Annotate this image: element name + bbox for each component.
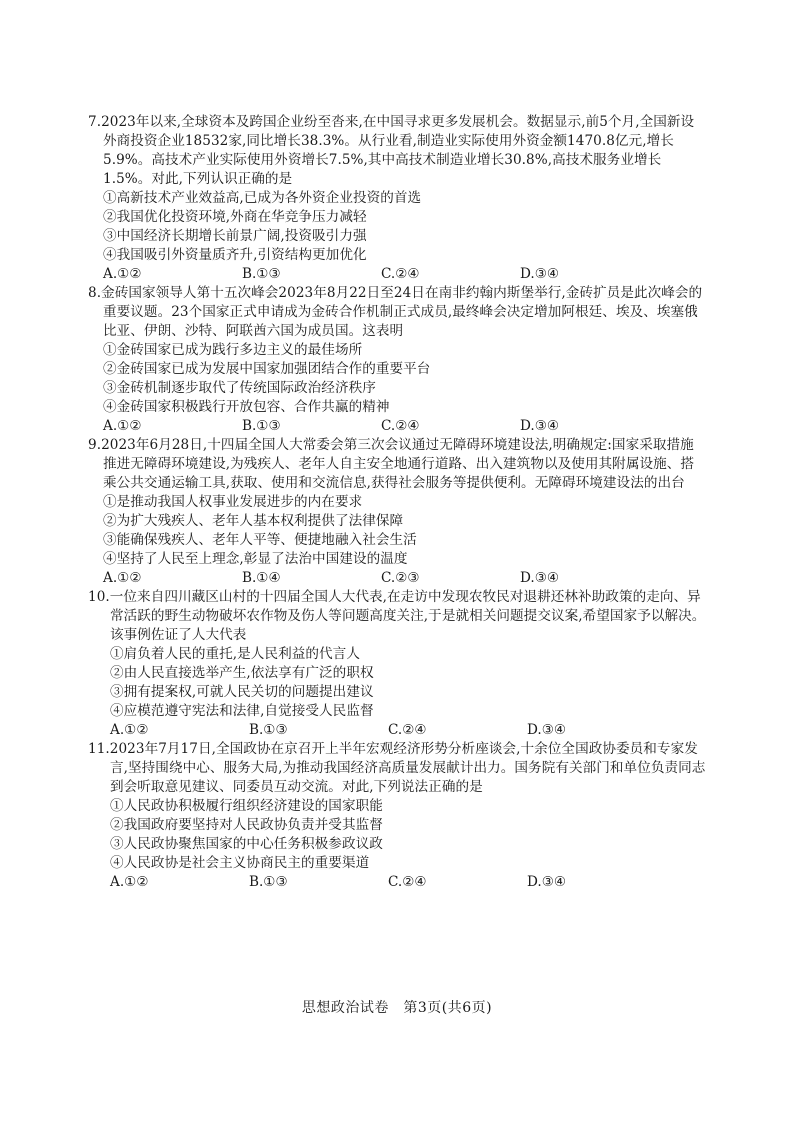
option-4: ④坚持了人民至上理念,彰显了法治中国建设的温度 (103, 551, 408, 567)
question-8 (88, 284, 706, 436)
choice-d[interactable]: D.③④ (527, 722, 567, 738)
choice-c[interactable]: C.②④ (388, 722, 427, 738)
option-3: ③能确保残疾人、老年人平等、便捷地融入社会生活 (103, 532, 417, 548)
option-1: ①肩负着人民的重托,是人民利益的代言人 (110, 646, 360, 662)
question-stem: 11.2023年7月17日,全国政协在京召开上半年宏观经济形势分析座谈会,十余位全国政协委员和专家发言,坚持围绕中心、服务大局,为推动我国经济高质量发展献计出力。国务院有关部门和单位负责同志到会听取意见建议、同委员互动交流。对此,下列说法正确的是 (88, 741, 706, 795)
option-1: ①高新技术产业效益高,已成为各外资企业投资的首选 (103, 190, 422, 206)
choice-a[interactable]: A.①② (103, 570, 142, 586)
choice-a[interactable]: A.①② (110, 722, 149, 738)
choice-b[interactable]: B.①③ (249, 722, 288, 738)
choice-c[interactable]: C.②④ (381, 266, 420, 282)
option-2: ②我国政府要坚持对人民政协负责并受其监督 (110, 817, 383, 833)
question-stem: 8.金砖国家领导人第十五次峰会2023年8月22日至24日在南非约翰内斯堡举行,金砖扩员是此次峰会的重要议题。23个国家正式申请成为金砖合作机制正式成员,最终峰会决定增加阿根廷、埃及、埃塞俄比亚、伊朗、沙特、阿联酋六国为成员国。这表明 (88, 285, 703, 339)
option-1: ①金砖国家已成为践行多边主义的最佳场所 (103, 342, 363, 358)
choice-d[interactable]: D.③④ (527, 874, 567, 890)
choice-b[interactable]: B.①③ (242, 266, 281, 282)
choice-c[interactable]: C.②④ (381, 418, 420, 434)
choice-d[interactable]: D.③④ (520, 266, 560, 282)
option-3: ③人民政协聚焦国家的中心任务积极参政议政 (110, 836, 383, 852)
question-11 (88, 740, 706, 892)
choice-b[interactable]: B.①③ (242, 418, 281, 434)
choice-c[interactable]: C.②④ (388, 874, 427, 890)
option-3: ③中国经济长期增长前景广阔,投资吸引力强 (103, 228, 367, 244)
answer-choices (88, 569, 706, 588)
option-4: ④金砖国家积极践行开放包容、合作共赢的精神 (103, 399, 390, 415)
choice-b[interactable]: B.①③ (249, 874, 288, 890)
choice-d[interactable]: D.③④ (520, 570, 560, 586)
answer-choices (88, 265, 706, 284)
page-footer: 思想政治试卷 第3页(共6页) (301, 1000, 493, 1016)
option-2: ②我国优化投资环境,外商在华竞争压力减轻 (103, 209, 367, 225)
option-1: ①人民政协积极履行组织经济建设的国家职能 (110, 798, 383, 814)
answer-choices (88, 417, 706, 436)
option-2: ②为扩大残疾人、老年人基本权利提供了法律保障 (103, 513, 404, 529)
option-1: ①是推动我国人权事业发展进步的内在要求 (103, 494, 363, 510)
question-stem: 9.2023年6月28日,十四届全国人大常委会第三次会议通过无障碍环境建设法,明确规定:国家采取措施推进无障碍环境建设,为残疾人、老年人自主安全地通行道路、出入建筑物以及使用其附属设施、搭乘公共交通运输工具,获取、使用和交流信息,获得社会服务等提供便利。无障碍环境建设法的出台 (88, 437, 695, 491)
question-10 (88, 588, 706, 740)
answer-choices (88, 873, 706, 892)
choice-a[interactable]: A.①② (103, 418, 142, 434)
option-3: ③金砖机制逐步取代了传统国际政治经济秩序 (103, 380, 376, 396)
answer-choices (88, 721, 706, 740)
choice-a[interactable]: A.①② (110, 874, 149, 890)
choice-c[interactable]: C.②③ (381, 570, 420, 586)
choice-a[interactable]: A.①② (103, 266, 142, 282)
question-9 (88, 436, 706, 588)
option-4: ④人民政协是社会主义协商民主的重要渠道 (110, 855, 370, 871)
choice-b[interactable]: B.①④ (242, 570, 281, 586)
option-4: ④我国吸引外资量质齐升,引资结构更加优化 (103, 247, 367, 263)
question-stem: 10.一位来自四川藏区山村的十四届全国人大代表,在走访中发现农牧民对退耕还林补助政策的走向、异常活跃的野生动物破坏农作物及伤人等问题高度关注,于是就相关问题提交议案,希望国家予以解决。该事例佐证了人大代表 (88, 589, 706, 643)
option-4: ④应模范遵守宪法和法律,自觉接受人民监督 (110, 703, 374, 719)
option-2: ②由人民直接选举产生,依法享有广泛的职权 (110, 665, 374, 681)
choice-d[interactable]: D.③④ (520, 418, 560, 434)
option-2: ②金砖国家已成为发展中国家加强团结合作的重要平台 (103, 361, 431, 377)
question-7 (88, 113, 706, 284)
question-stem: 7.2023年以来,全球资本及跨国企业纷至沓来,在中国寻求更多发展机会。数据显示,前5个月,全国新设外商投资企业18532家,同比增长38.3%。从行业看,制造业实际使用外资金额1470.8亿元,增长5.9%。高技术产业实际使用外资增长7.5%,其中高技术制造业增长30.8%,高技术服务业增长1.5%。对此,下列认识正确的是 (88, 114, 695, 187)
option-3: ③拥有提案权,可就人民关切的问题提出建议 (110, 684, 374, 700)
